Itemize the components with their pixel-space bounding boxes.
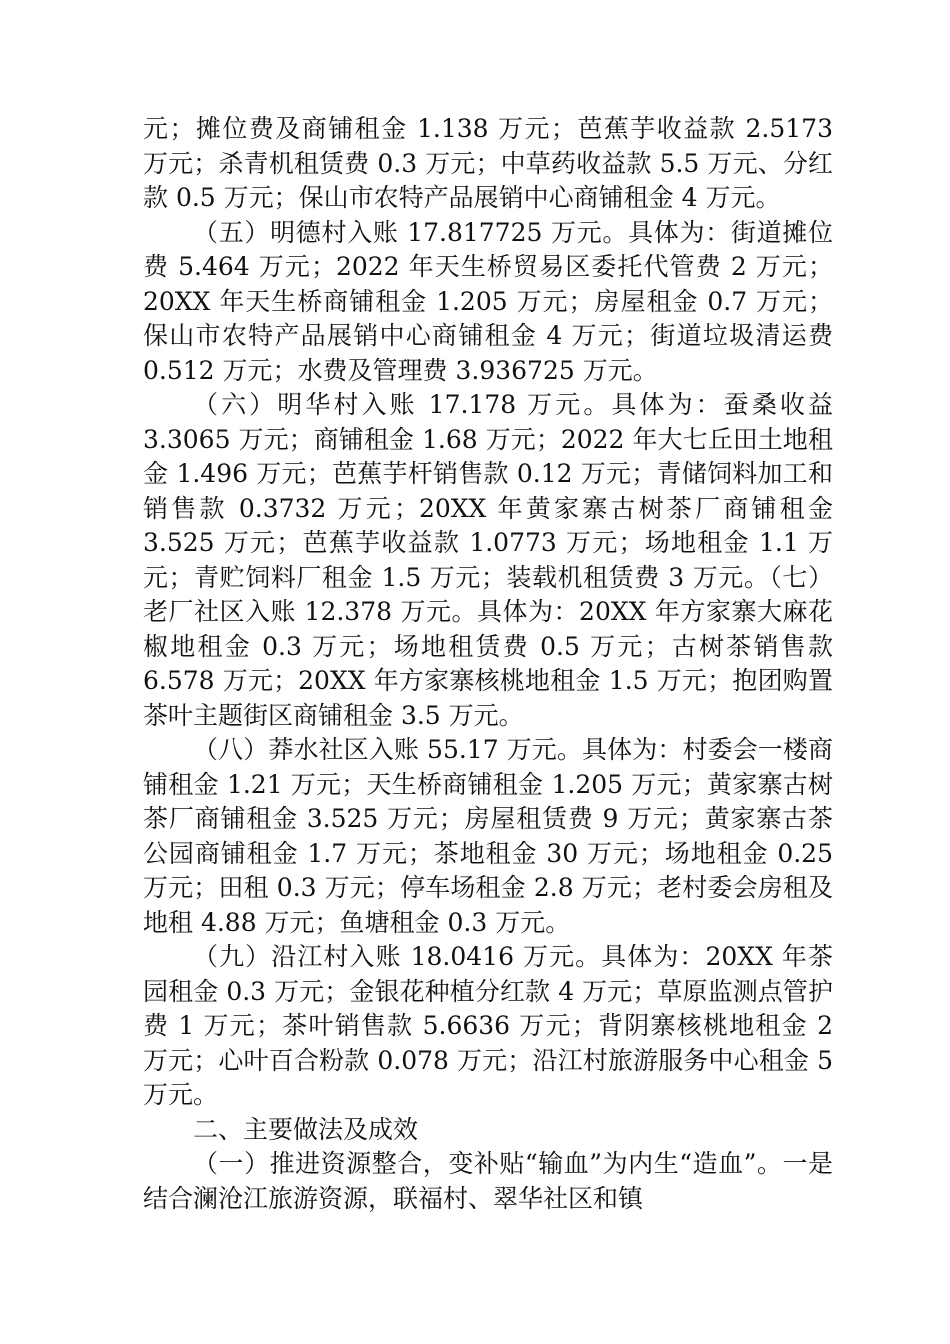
section-heading: 二、主要做法及成效 xyxy=(193,1114,419,1144)
paragraph-continuation: 元；摊位费及商铺租金 1.138 万元；芭蕉芋收益款 2.5173 万元；杀青机租赁费 0.3 万元；中草药收益款 5.5 万元、分红款 0.5 万元；保山市农特产品展销中心商铺租金 4 万元。 xyxy=(143,114,833,212)
paragraph-minghua-village: （六）明华村入账 17.178 万元。具体为：蚕桑收益 3.3065 万元；商铺租金 1.68 万元；2022 年大七丘田土地租金 1.496 万元；芭蕉芋杆销售款 0.12 万元；青储饲料加工和销售款 0.3732 万元；20XX 年黄家寨古树茶厂商铺租金 3.525 万元；芭蕉芋收益款 1.0773 万元；场地租金 1.1 万元；青贮饲料厂租金 1.5 万元；装载机租赁费 3 万元。（七）老厂社区入账 12.378 万元。具体为：20XX 年方家寨大麻花椒地租金 0.3 万元；场地租赁费 0.5 万元；古树茶销售款 6.578 万元；20XX 年方家寨核桃地租金 1.5 万元；抱团购置茶叶主题街区商铺租金 3.5 万元。 xyxy=(143,390,833,730)
paragraph-resource-integration: （一）推进资源整合，变补贴“输血”为内生“造血”。一是结合澜沧江旅游资源，联福村、翠华社区和镇 xyxy=(143,1149,833,1213)
paragraph-mingde-village: （五）明德村入账 17.817725 万元。具体为：街道摊位费 5.464 万元；2022 年天生桥贸易区委托代管费 2 万元；20XX 年天生桥商铺租金 1.205 万元；房屋租金 0.7 万元；保山市农特产品展销中心商铺租金 4 万元；街道垃圾清运费 0.512 万元；水费及管理费 3.936725 万元。 xyxy=(143,217,833,385)
document-page xyxy=(143,112,833,1216)
paragraph-mangshui-community: （八）莽水社区入账 55.17 万元。具体为：村委会一楼商铺租金 1.21 万元；天生桥商铺租金 1.205 万元；黄家寨古树茶厂商铺租金 3.525 万元；房屋租赁费 9 万元；黄家寨古茶公园商铺租金 1.7 万元；茶地租金 30 万元；场地租金 0.25 万元；田租 0.3 万元；停车场租金 2.8 万元；老村委会房租及地租 4.88 万元；鱼塘租金 0.3 万元。 xyxy=(143,735,833,937)
paragraph-yanjiang-village: （九）沿江村入账 18.0416 万元。具体为：20XX 年茶园租金 0.3 万元；金银花种植分红款 4 万元；草原监测点管护费 1 万元；茶叶销售款 5.6636 万元；背阴寨核桃地租金 2 万元；心叶百合粉款 0.078 万元；沿江村旅游服务中心租金 5 万元。 xyxy=(143,942,833,1109)
